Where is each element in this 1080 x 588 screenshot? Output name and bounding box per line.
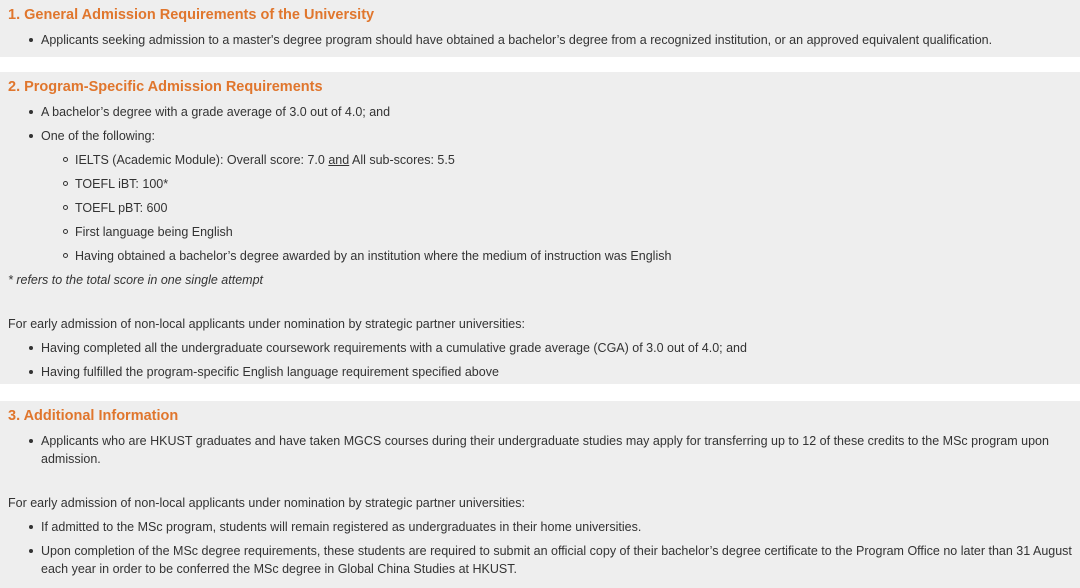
list-item: A bachelor’s degree with a grade average of 3.0 out of 4.0; and <box>8 100 1072 124</box>
early-admission-intro: For early admission of non-local applicants under nomination by strategic partner universities: <box>8 496 525 510</box>
ielts-subscores: All sub-scores: 5.5 <box>349 153 455 167</box>
list-item-toefl-ibt: TOEFL iBT: 100* <box>8 172 1072 196</box>
ielts-text: IELTS (Academic Module): Overall score: 7.0 <box>75 153 329 167</box>
list-item: Having completed all the undergraduate coursework requirements with a cumulative grade average (CGA) of 3.0 out of 4.0; and <box>8 336 1072 360</box>
ielts-and: and <box>328 153 350 167</box>
early-admission-list <box>8 515 1072 581</box>
list-item: If admitted to the MSc program, students will remain registered as undergraduates in their home universities. <box>8 515 1072 539</box>
list-item-medium-english: Having obtained a bachelor’s degree awarded by an institution where the medium of instruction was English <box>8 244 1072 268</box>
english-requirement-list <box>8 148 1072 268</box>
early-admission-list <box>8 336 1072 384</box>
section-general-requirements <box>0 0 1080 57</box>
list-item: Upon completion of the MSc degree requirements, these students are required to submit an official copy of their bachelor’s degree certificate to the Program Office no later than 31 August each year in order to be conferred the MSc degree in Global China Studies at HKUST. <box>8 539 1072 581</box>
list-item: Applicants who are HKUST graduates and have taken MGCS courses during their undergraduate studies may apply for transferring up to 12 of these credits to the MSc program upon admission. <box>8 429 1072 471</box>
requirement-list <box>8 100 1072 148</box>
info-list <box>8 429 1072 471</box>
section-heading: 2. Program-Specific Admission Requirements <box>8 79 323 95</box>
requirement-list <box>8 28 1072 52</box>
list-item: Having fulfilled the program-specific English language requirement specified above <box>8 360 1072 384</box>
list-item: Applicants seeking admission to a master's degree program should have obtained a bachelor’s degree from a recognized institution, or an approved equivalent qualification. <box>8 28 1072 52</box>
section-heading: 3. Additional Information <box>8 408 179 424</box>
list-item-toefl-pbt: TOEFL pBT: 600 <box>8 196 1072 220</box>
list-item-ielts <box>8 148 1072 172</box>
list-item: One of the following: <box>8 124 1072 148</box>
early-admission-intro: For early admission of non-local applicants under nomination by strategic partner universities: <box>8 317 525 331</box>
section-additional-information <box>0 401 1080 588</box>
footnote: * refers to the total score in one single attempt <box>8 273 263 287</box>
list-item-first-language: First language being English <box>8 220 1072 244</box>
section-program-requirements <box>0 72 1080 384</box>
section-heading: 1. General Admission Requirements of the University <box>8 7 375 23</box>
